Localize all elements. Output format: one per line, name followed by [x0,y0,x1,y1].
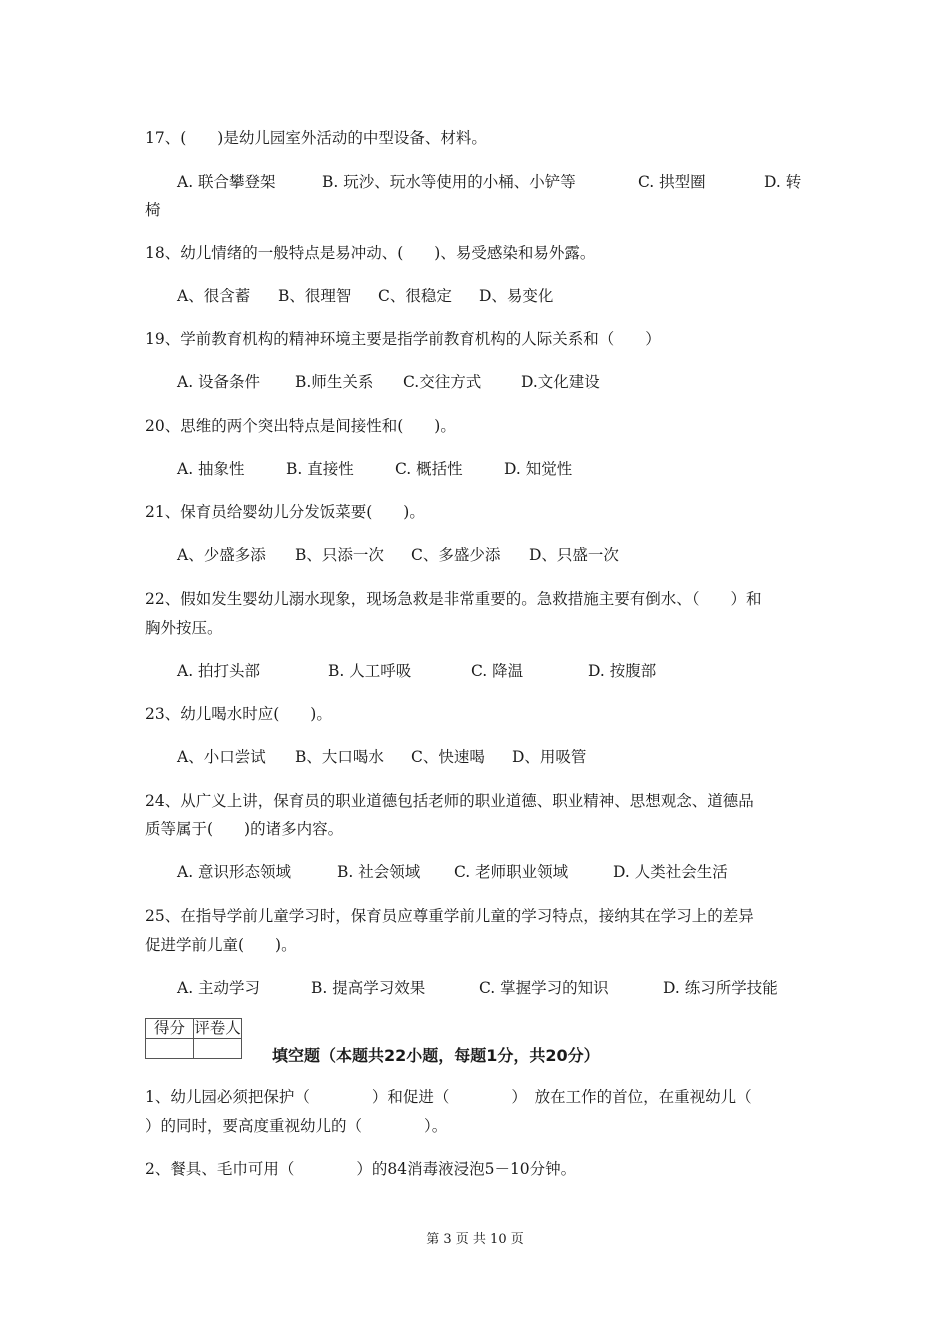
question-22-stem-line1: 22、假如发生婴幼儿溺水现象，现场急救是非常重要的。急救措施主要有倒水、（ ）和 [145,590,762,608]
question-25-stem-line2: 促进学前儿童( )。 [145,936,297,954]
question-19-option-c: C.交往方式 [403,373,482,391]
question-22-stem-line2: 胸外按压。 [145,619,223,637]
question-25-stem-line1: 25、在指导学前儿童学习时，保育员应尊重学前儿童的学习特点，接纳其在学习上的差异 [145,907,754,925]
question-22-option-d: D. 按腹部 [588,662,657,680]
question-25-option-c: C. 掌握学习的知识 [479,979,609,997]
question-18-option-a: A、很含蓄 [177,287,251,305]
question-22-option-c: C. 降温 [471,662,524,680]
question-24-stem-line2: 质等属于( )的诸多内容。 [145,820,344,838]
question-23-option-a: A、小口尝试 [177,748,266,766]
question-21-option-a: A、少盛多添 [177,546,266,564]
question-21-option-d: D、只盛一次 [529,546,619,564]
question-17-option-b: B. 玩沙、玩水等使用的小桶、小铲等 [322,173,576,191]
question-21-stem: 21、保育员给婴幼儿分发饭菜要( )。 [145,503,425,521]
question-18-option-c: C、很稳定 [378,287,452,305]
fill-question-1-line2: ）的同时，要高度重视幼儿的（ ）。 [145,1117,448,1135]
question-24-option-c: C. 老师职业领域 [454,863,569,881]
question-24-option-b: B. 社会领域 [337,863,421,881]
question-23-option-d: D、用吸管 [512,748,587,766]
question-20-option-d: D. 知觉性 [504,460,573,478]
page-footer: 第 3 页 共 10 页 [426,1232,524,1247]
grader-cell [194,1039,242,1059]
section-title: 填空题（本题共22小题，每题1分，共20分） [272,1046,600,1065]
question-22-option-a: A. 拍打头部 [177,662,261,680]
question-23-stem: 23、幼儿喝水时应( )。 [145,705,332,723]
question-19-option-d: D.文化建设 [521,373,600,391]
question-18-stem: 18、幼儿情绪的一般特点是易冲动、( )、易受感染和易外露。 [145,244,596,262]
score-label: 得分 [146,1019,194,1039]
question-20-option-a: A. 抽象性 [177,460,245,478]
question-22-option-b: B. 人工呼吸 [328,662,412,680]
score-cell [146,1039,194,1059]
question-21-option-b: B、只添一次 [295,546,384,564]
question-24-option-d: D. 人类社会生活 [613,863,728,881]
fill-question-1-line1: 1、幼儿园必须把保护（ ）和促进（ ） 放在工作的首位，在重视幼儿（ [145,1088,752,1106]
question-20-option-c: C. 概括性 [395,460,463,478]
question-25-option-b: B. 提高学习效果 [311,979,426,997]
score-box [145,1018,242,1059]
fill-question-2: 2、餐具、毛巾可用（ ）的84消毒液浸泡5－10分钟。 [145,1160,577,1178]
question-17-option-c: C. 拱型圈 [638,173,706,191]
question-18-option-b: B、很理智 [278,287,352,305]
question-20-option-b: B. 直接性 [286,460,354,478]
question-23-option-b: B、大口喝水 [295,748,384,766]
question-19-option-a: A. 设备条件 [177,373,261,391]
question-19-option-b: B.师生关系 [295,373,374,391]
question-18-option-d: D、易变化 [479,287,554,305]
question-21-option-c: C、多盛少添 [411,546,501,564]
question-24-option-a: A. 意识形态领域 [177,863,292,881]
question-17-option-a: A. 联合攀登架 [177,173,276,191]
question-23-option-c: C、快速喝 [411,748,485,766]
question-24-stem-line1: 24、从广义上讲，保育员的职业道德包括老师的职业道德、职业精神、思想观念、道德品 [145,792,754,810]
grader-label: 评卷人 [194,1019,241,1037]
question-25-option-d: D. 练习所学技能 [663,979,778,997]
question-17-stem: 17、( )是幼儿园室外活动的中型设备、材料。 [145,129,487,147]
question-20-stem: 20、思维的两个突出特点是间接性和( )。 [145,417,456,435]
question-17-option-d-wrap: 椅 [145,201,161,219]
question-17-option-d: D. 转 [764,173,802,191]
question-19-stem: 19、学前教育机构的精神环境主要是指学前教育机构的人际关系和（ ） [145,330,661,348]
question-25-option-a: A. 主动学习 [177,979,261,997]
